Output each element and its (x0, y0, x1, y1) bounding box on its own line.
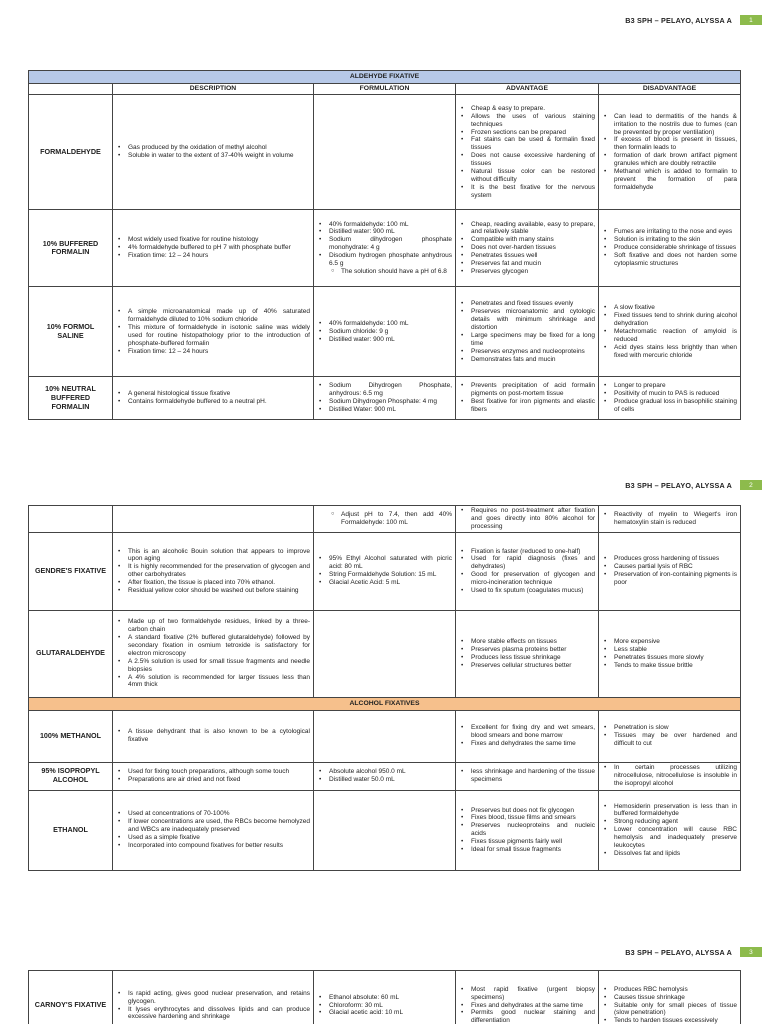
list-item: • Used to fix sputum (coagulates mucus) (471, 587, 595, 595)
description-cell (113, 95, 314, 210)
description-cell (113, 287, 314, 377)
list-item: • Causes tissue shrinkage (614, 994, 737, 1002)
page2-rows (29, 532, 741, 697)
list-item: • 4% formaldehyde buffered to pH 7 with phosphate buffer (128, 244, 310, 252)
list-item: • Can lead to dermatitis of the hands & irritation to the nostrils due to fumes (can be prevented by proper ventilation) (614, 113, 737, 137)
list-item: • Less stable (614, 646, 737, 654)
page-number-badge: 3 (740, 947, 762, 957)
advantage-cell (456, 610, 599, 697)
disadvantage-cell (599, 506, 741, 533)
fixative-row (29, 610, 741, 697)
list-item: • Suitable only for small pieces of tissue (slow penetration) (614, 1002, 737, 1018)
list-item: • It lyses erythrocytes and dissolves lipids and can produce excessive hardening and shrinkage (128, 1006, 310, 1022)
description-cell (113, 532, 314, 610)
description-cell (113, 377, 314, 420)
list-item: • Distilled Water: 900 mL (329, 406, 452, 414)
list-item: • Sodium chloride: 9 g (329, 328, 452, 336)
list-item: • Fixes blood, tissue films and smears (471, 814, 595, 822)
list-item: • Natural tissue color can be restored without difficulty (471, 168, 595, 184)
list-item: • More stable effects on tissues (471, 638, 595, 646)
list-item: • Preserves glycogen (471, 268, 595, 276)
description-cell (113, 210, 314, 287)
list-item: • Does not over-harden tissues (471, 244, 595, 252)
list-item: • Fixes tissue pigments fairly well (471, 838, 595, 846)
page2-alcohol-rows (29, 710, 741, 870)
list-item: • Hemosiderin preservation is less than in buffered formaldehyde (614, 803, 737, 819)
fixative-name: 10% FORMOL SALINE (29, 287, 113, 377)
list-item: • Longer to prepare (614, 382, 737, 390)
description-cell (113, 610, 314, 697)
list-item: • Prevents precipitation of acid formalin pigments on post-mortem tissue (471, 382, 595, 398)
page-header (625, 13, 762, 27)
fixative-name: 95% ISOPROPYL ALCOHOL (29, 762, 113, 790)
list-item: • Used at concentrations of 70-100% (128, 810, 310, 818)
list-item: • A standard fixative (2% buffered glutaraldehyde) followed by secondary fixation in osmium tetroxide is satisfactory for electron microscopy (128, 634, 310, 658)
list-item: • Cheap, reading available, easy to prepare, and relatively stable (471, 221, 595, 237)
list-item: • It is highly recommended for the preservation of glycogen and other carbohydrates (128, 563, 310, 579)
fixative-row (29, 762, 741, 790)
list-item: • Distilled water 50.0 mL (329, 776, 452, 784)
list-item: • Cheap & easy to prepare. (471, 105, 595, 113)
list-item: • Fixation time: 12 – 24 hours (128, 252, 310, 260)
list-item: • Distilled water: 900 mL (329, 336, 452, 344)
column-header-description: DESCRIPTION (113, 84, 314, 95)
list-item: • Methanol which is added to formalin to prevent the formation of para formaldehyde (614, 168, 737, 192)
list-item: • Causes partial lysis of RBC (614, 563, 737, 571)
fixative-row (29, 377, 741, 420)
list-item: • Produces less tissue shrinkage (471, 654, 595, 662)
disadvantage-cell (599, 971, 741, 1024)
list-item: • Penetrates and fixed tissues evenly (471, 300, 595, 308)
list-item: • Glacial acetic acid: 10 mL (329, 1009, 452, 1017)
section-title: ALDEHYDE FIXATIVE (29, 71, 741, 84)
fixative-name: ETHANOL (29, 790, 113, 870)
disadvantage-cell (599, 95, 741, 210)
list-item: • Tends to make tissue brittle (614, 662, 737, 670)
list-item: • Ethanol absolute: 60 mL (329, 994, 452, 1002)
advantage-cell (456, 506, 599, 533)
list-item: • Positivity of mucin to PAS is reduced (614, 390, 737, 398)
list-item: • Permits good nuclear staining and differentiation (471, 1009, 595, 1024)
list-item: • Fixation is faster (reduced to one-half) (471, 548, 595, 556)
list-item: • Compatible with many stains (471, 236, 595, 244)
formulation-cell (314, 790, 456, 870)
list-item: • A 2.5% solution is used for small tissue fragments and needle biopsies (128, 658, 310, 674)
list-item: • 40% formaldehyde: 100 mL (329, 320, 452, 328)
list-sub-item: ○ The solution should have a pH of 6.8 (341, 268, 452, 276)
list-item: • Sodium Dihydrogen Phosphate, anhydrous: 6.5 mg (329, 382, 452, 398)
advantage-cell (456, 287, 599, 377)
page-1 (0, 0, 768, 440)
list-item: • Preserves but does not fix glycogen (471, 807, 595, 815)
list-item: • After fixation, the tissue is placed into 70% ethanol. (128, 579, 310, 587)
list-item: • Tends to harden tissues excessively (614, 1017, 737, 1024)
list-item: • Lower concentration will cause RBC hemolysis and inadequately preserve leukocytes (614, 826, 737, 850)
fixative-name: FORMALDEHYDE (29, 95, 113, 210)
header-text: B3 SPH – PELAYO, ALYSSA A (625, 480, 732, 490)
fixative-name: 10% NEUTRAL BUFFERED FORMALIN (29, 377, 113, 420)
description-cell (113, 762, 314, 790)
list-item: • Penetrates tissues more slowly (614, 654, 737, 662)
list-item: • Incorporated into compound fixatives for better results (128, 842, 310, 850)
list-item: • Dissolves fat and lipids (614, 850, 737, 858)
list-item: • 40% formaldehyde: 100 mL (329, 221, 452, 229)
list-item: • Fumes are irritating to the nose and eyes (614, 228, 737, 236)
list-item: • Metachromatic reaction of amyloid is reduced (614, 328, 737, 344)
list-item: • A tissue dehydrant that is also known to be a cytological fixative (128, 728, 310, 744)
list-item: • Preparations are air dried and not fixed (128, 776, 310, 784)
header-text: B3 SPH – PELAYO, ALYSSA A (625, 947, 732, 957)
page-number-badge: 2 (740, 480, 762, 490)
formulation-cell (314, 532, 456, 610)
disadvantage-cell (599, 532, 741, 610)
list-item: • Fat stains can be used & formalin fixed tissues (471, 136, 595, 152)
description-cell (113, 710, 314, 762)
formulation-cell (314, 610, 456, 697)
list-item: • Fixation time: 12 – 24 hours (128, 348, 310, 356)
list-item: • Reactivity of myelin to Wiegert's iron hematoxylin stain is reduced (614, 511, 737, 527)
list-item: • Sodium dihydrogen phosphate monohydrate: 4 g (329, 236, 452, 252)
list-item: • Preserves fat and mucin (471, 260, 595, 268)
advantage-cell (456, 377, 599, 420)
fixative-row (29, 971, 741, 1024)
formulation-cell (314, 971, 456, 1024)
list-item: • Soluble in water to the extent of 37-40% weight in volume (128, 152, 310, 160)
list-item: ○ Adjust pH to 7.4, then add 40% Formaldehyde: 100 mL (341, 511, 452, 527)
list-item: • A simple microanatomical made up of 40% saturated formaldehyde diluted to 10% sodium chloride (128, 308, 310, 324)
formulation-cell (314, 762, 456, 790)
list-item: • It is the best fixative for the nervous system (471, 184, 595, 200)
list-item: • Preservation of iron-containing pigments is poor (614, 571, 737, 587)
list-item: • Solution is irritating to the skin (614, 236, 737, 244)
list-item: • Disodium hydrogen phosphate anhydrous 6.5 g (329, 252, 452, 268)
list-item: • In certain processes utilizing nitrocellulose, nitrocellulose is insoluble in the isopropyl alcohol (614, 764, 737, 788)
aldehyde-fixative-table (28, 70, 741, 420)
list-item: • Contains formaldehyde buffered to a neutral pH. (128, 398, 310, 406)
formulation-cell (314, 95, 456, 210)
list-item: • Preserves cellular structures better (471, 662, 595, 670)
list-item: • Excellent for fixing dry and wet smears, blood smears and bone marrow (471, 724, 595, 740)
advantage-cell (456, 210, 599, 287)
fixative-row (29, 710, 741, 762)
list-item: • Is rapid acting, gives good nuclear preservation, and retains glycogen. (128, 990, 310, 1006)
advantage-cell (456, 532, 599, 610)
fixative-row (29, 287, 741, 377)
column-header-formulation: FORMULATION (314, 84, 456, 95)
list-item: • Penetrates tissues well (471, 252, 595, 260)
disadvantage-cell (599, 762, 741, 790)
list-item: • Requires no post-treatment after fixation and goes directly into 80% alcohol for processing (471, 507, 595, 531)
list-item: • Fixes and dehydrates the same time (471, 740, 595, 748)
column-header-advantage: ADVANTAGE (456, 84, 599, 95)
advantage-cell (456, 710, 599, 762)
list-item: • Residual yellow color should be washed out before staining (128, 587, 310, 595)
advantage-cell (456, 762, 599, 790)
fixative-name: GENDRE'S FIXATIVE (29, 532, 113, 610)
list-item: • Used for fixing touch preparations, although some touch (128, 768, 310, 776)
fixative-row (29, 532, 741, 610)
description-cell (113, 790, 314, 870)
formulation-cell (314, 210, 456, 287)
list-item: • Most rapid fixative (urgent biopsy specimens) (471, 986, 595, 1002)
list-item: • If lower concentrations are used, the RBCs become hemolyzed and WBCs are inadequately preserved (128, 818, 310, 834)
fixative-table-page-2 (28, 505, 741, 871)
disadvantage-cell (599, 610, 741, 697)
list-item: • Used as a simple fixative (128, 834, 310, 842)
fixative-row (29, 210, 741, 287)
list-item: • Frozen sections can be prepared (471, 129, 595, 137)
list-item: • Allows the uses of various staining techniques (471, 113, 595, 129)
list-item: • Fixed tissues tend to shrink during alcohol dehydration (614, 312, 737, 328)
list-item: • Preserves enzymes and nucleoproteins (471, 348, 595, 356)
disadvantage-cell (599, 377, 741, 420)
list-item: • Produce gradual loss in basophilic staining of cells (614, 398, 737, 414)
column-header-name (29, 84, 113, 95)
list-item: • A 4% solution is recommended for larger tissues less than 4mm thick (128, 674, 310, 690)
list-item: • Gas produced by the oxidation of methyl alcohol (128, 144, 310, 152)
list-item: • Large specimens may be fixed for a long time (471, 332, 595, 348)
list-item: • Chloroform: 30 mL (329, 1002, 452, 1010)
fixative-row (29, 95, 741, 210)
list-item: • Sodium Dihydrogen Phosphate: 4 mg (329, 398, 452, 406)
list-item: • More expensive (614, 638, 737, 646)
list-item: • Strong reducing agent (614, 818, 737, 826)
page-number-badge: 1 (740, 15, 762, 25)
list-item: • Good for preservation of glycogen and micro-incineration technique (471, 571, 595, 587)
list-item: • This is an alcoholic Bouin solution that appears to improve upon aging (128, 548, 310, 564)
list-item: • Demonstrates fats and mucin (471, 356, 595, 364)
formulation-cell (314, 287, 456, 377)
page-2 (0, 475, 768, 895)
list-item: • Used for rapid diagnosis (fixes and dehydrates) (471, 555, 595, 571)
formulation-cell (314, 377, 456, 420)
list-item: • less shrinkage and hardening of the tissue specimens (471, 768, 595, 784)
fixative-name: 10% BUFFERED FORMALIN (29, 210, 113, 287)
list-item: • This mixture of formaldehyde in isotonic saline was widely used for routine histopathology prior to the introduction of phosphate-buffered formalin (128, 324, 310, 348)
page-header (625, 478, 762, 492)
section-title: ALCOHOL FIXATIVES (29, 697, 741, 710)
list-item: • Best fixative for iron pigments and elastic fibers (471, 398, 595, 414)
page-3 (0, 942, 768, 1024)
disadvantage-cell (599, 710, 741, 762)
list-item: • String Formaldehyde Solution: 15 mL (329, 571, 452, 579)
list-item: • Preserves nucleoproteins and nucleic acids (471, 822, 595, 838)
list-item: • Glacial Acetic Acid: 5 mL (329, 579, 452, 587)
continuation-row (29, 506, 741, 533)
fixative-row (29, 790, 741, 870)
description-cell (113, 971, 314, 1024)
list-item: • Ideal for small tissue fragments (471, 846, 595, 854)
fixative-table-page-3 (28, 970, 741, 1024)
header-text: B3 SPH – PELAYO, ALYSSA A (625, 15, 732, 25)
fixative-name: 100% METHANOL (29, 710, 113, 762)
page1-rows (29, 95, 741, 420)
list-item: • Tissues may be over hardened and difficult to cut (614, 732, 737, 748)
list-item: • A general histological tissue fixative (128, 390, 310, 398)
fixative-name: GLUTARALDEHYDE (29, 610, 113, 697)
disadvantage-cell (599, 210, 741, 287)
list-item: • Preserves plasma proteins better (471, 646, 595, 654)
list-item: • Made up of two formaldehyde residues, linked by a three-carbon chain (128, 618, 310, 634)
list-item: • Produce considerable shrinkage of tissues (614, 244, 737, 252)
list-item: • formation of dark brown artifact pigment granules which are doubly retractile (614, 152, 737, 168)
column-header-disadvantage: DISADVANTAGE (599, 84, 741, 95)
page-header (625, 945, 762, 959)
list-item: • If excess of blood is present in tissues, then formalin leads to (614, 136, 737, 152)
list-item: • 95% Ethyl Alcohol saturated with picric acid: 80 mL (329, 555, 452, 571)
list-item: • Does not cause excessive hardening of tissues (471, 152, 595, 168)
list-item: • Soft fixative and does not harden some cytoplasmic structures (614, 252, 737, 268)
advantage-cell (456, 790, 599, 870)
formulation-cell (314, 506, 456, 533)
list-item: • Fixes and dehydrates at the same time (471, 1002, 595, 1010)
advantage-cell (456, 971, 599, 1024)
formulation-cell (314, 710, 456, 762)
list-item: • Produces gross hardening of tissues (614, 555, 737, 563)
list-item: • A slow fixative (614, 304, 737, 312)
list-item: • Absolute alcohol 950.0 mL (329, 768, 452, 776)
disadvantage-cell (599, 287, 741, 377)
list-item: • Preserves microanatomic and cytologic details with minimum shrinkage and distortion (471, 308, 595, 332)
fixative-name: CARNOY'S FIXATIVE (29, 971, 113, 1024)
list-item: • Distilled water: 900 mL (329, 228, 452, 236)
list-item: • Penetration is slow (614, 724, 737, 732)
page3-rows (29, 971, 741, 1024)
list-item: • Produces RBC hemolysis (614, 986, 737, 994)
advantage-cell (456, 95, 599, 210)
list-item: • Most widely used fixative for routine histology (128, 236, 310, 244)
disadvantage-cell (599, 790, 741, 870)
list-item: • Acid dyes stains less brightly than when fixed with mercuric chloride (614, 344, 737, 360)
